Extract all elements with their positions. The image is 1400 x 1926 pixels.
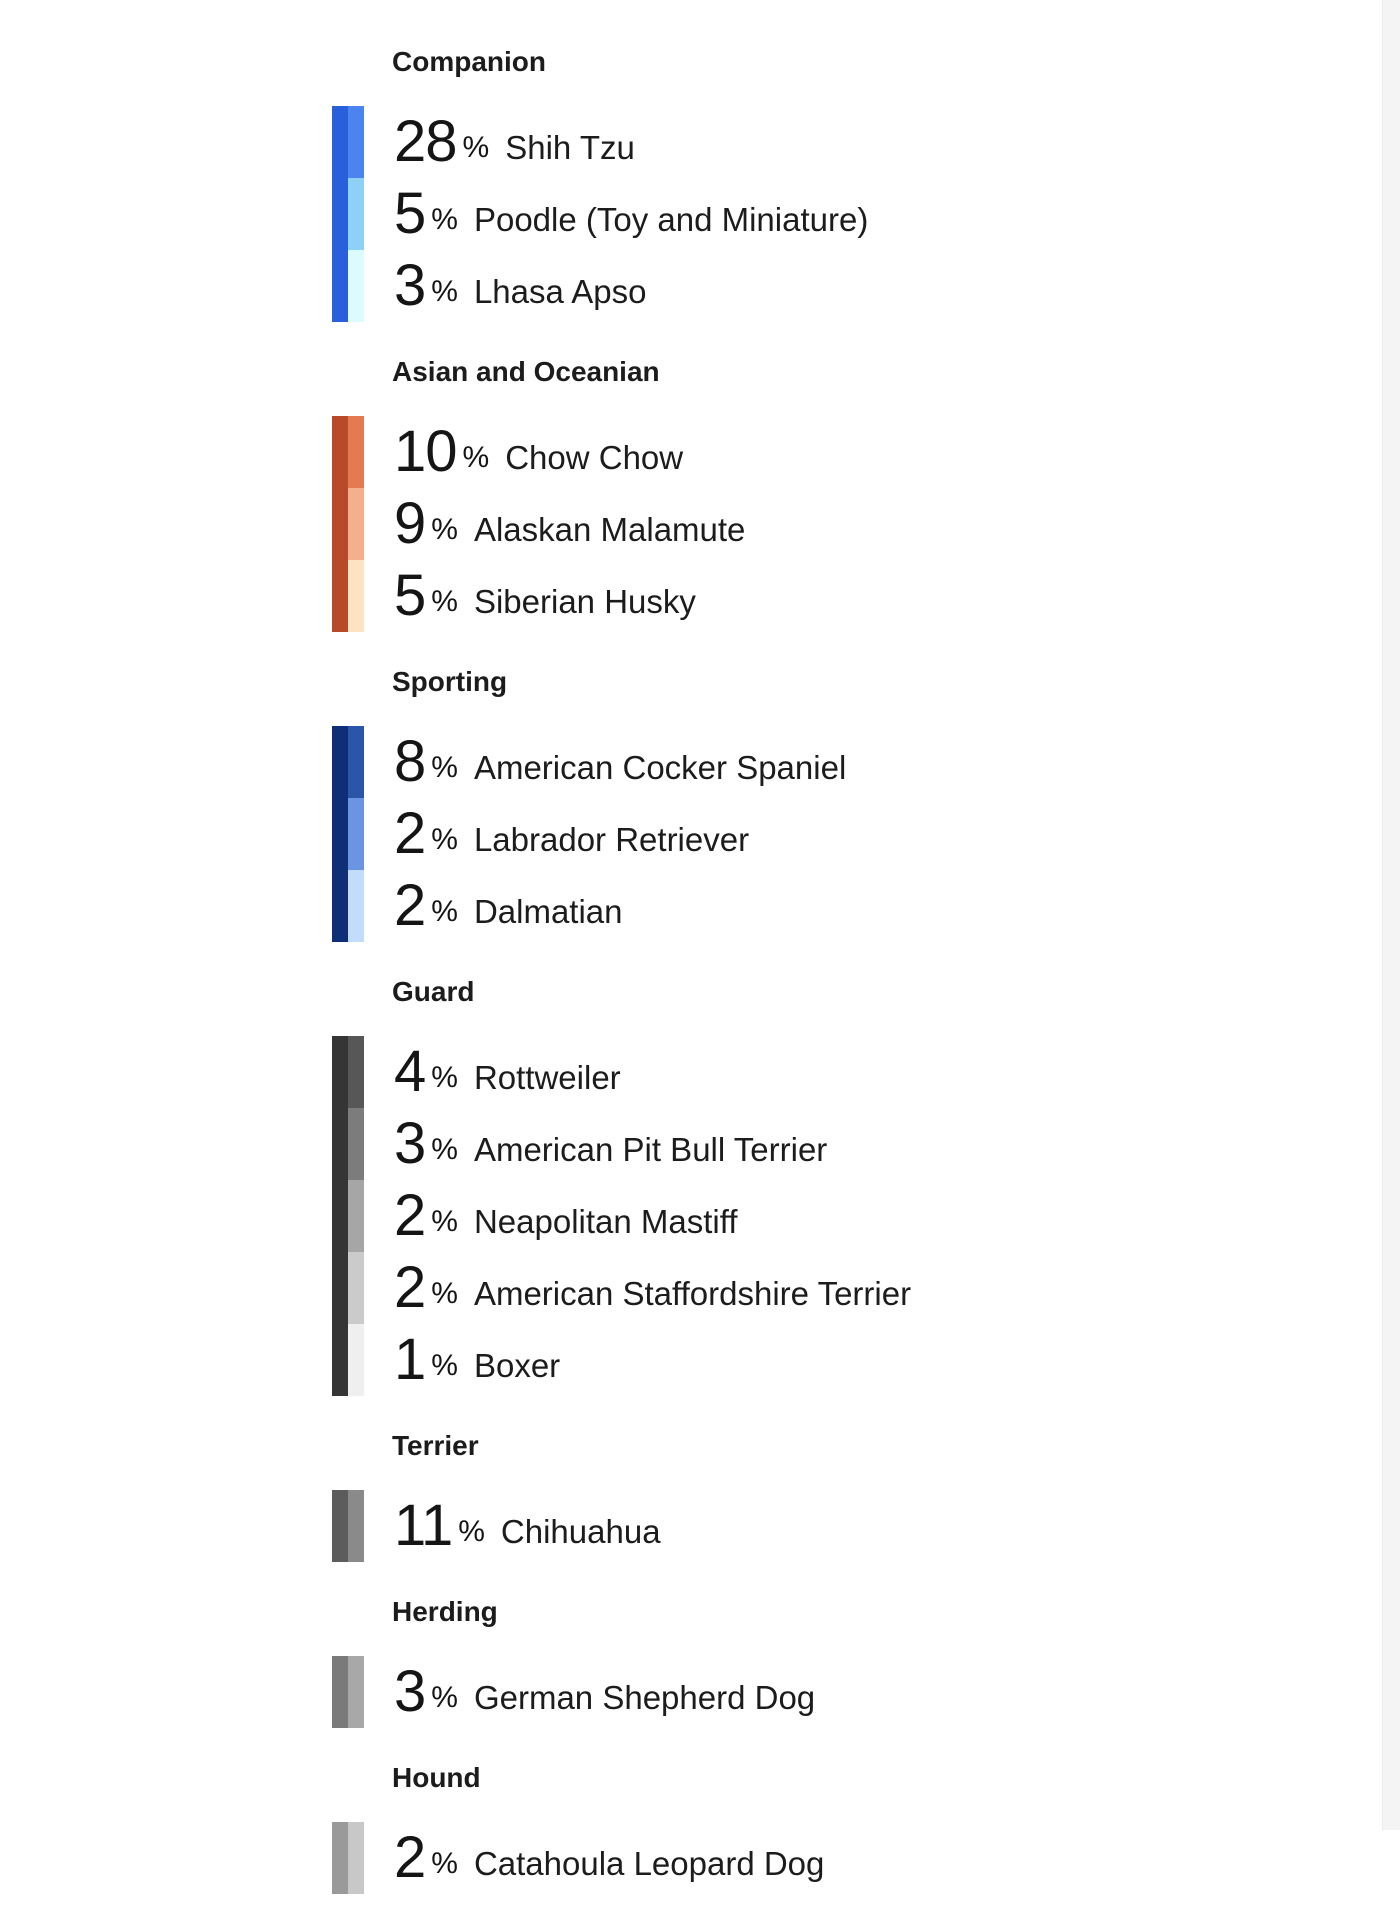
breed-name: American Pit Bull Terrier	[473, 1131, 828, 1168]
breed-row	[394, 1180, 1232, 1252]
breed-color-strip	[348, 1490, 364, 1562]
breed-name: Boxer	[473, 1347, 561, 1384]
percent-sign: %	[431, 275, 458, 308]
breed-color-segment	[348, 1490, 364, 1562]
breed-row	[394, 1108, 1232, 1180]
breed-rows	[394, 1656, 1232, 1728]
breed-percentage: 2	[394, 1255, 426, 1320]
breed-name: Catahoula Leopard Dog	[473, 1845, 825, 1882]
breed-row	[394, 250, 1232, 322]
percent-sign: %	[431, 1277, 458, 1310]
breed-color-strip	[348, 416, 364, 632]
breed-name: Neapolitan Mastiff	[473, 1203, 738, 1240]
breed-name: German Shepherd Dog	[473, 1679, 816, 1716]
group-body	[332, 106, 1232, 322]
breed-color-segment	[348, 416, 364, 488]
group-color-strip	[332, 726, 348, 942]
group-title: Herding	[392, 1596, 498, 1627]
breed-percentage: 4	[394, 1039, 426, 1104]
breed-color-segment	[348, 106, 364, 178]
breed-color-strip	[348, 726, 364, 942]
breed-color-segment	[348, 870, 364, 942]
percent-sign: %	[462, 441, 490, 474]
breed-color-segment	[348, 250, 364, 322]
breed-color-segment	[348, 1180, 364, 1252]
group-color-bar	[332, 1656, 364, 1728]
breed-percentage: 8	[394, 729, 426, 794]
group-color-strip	[332, 1656, 348, 1728]
percent-sign: %	[431, 203, 458, 236]
breed-name: Shih Tzu	[505, 129, 635, 166]
breed-color-segment	[348, 1108, 364, 1180]
percent-sign: %	[431, 513, 458, 546]
breed-mix-list	[332, 44, 1232, 1926]
breed-rows	[394, 726, 1232, 942]
breed-row	[394, 870, 1232, 942]
breed-percentage: 3	[394, 253, 426, 318]
breed-percentage: 1	[394, 1327, 426, 1392]
breed-name: American Staffordshire Terrier	[473, 1275, 912, 1312]
group-body	[332, 1822, 1232, 1894]
breed-percentage: 5	[394, 563, 426, 628]
group-title: Asian and Oceanian	[392, 356, 660, 387]
breed-row	[394, 488, 1232, 560]
breed-group	[332, 354, 1232, 632]
breed-color-segment	[348, 726, 364, 798]
breed-color-segment	[348, 560, 364, 632]
breed-group	[332, 1594, 1232, 1728]
group-title: Hound	[392, 1762, 481, 1793]
breed-name: Chow Chow	[505, 439, 684, 476]
percent-sign: %	[431, 751, 458, 784]
breed-percentage: 28	[394, 109, 457, 174]
breed-group	[332, 664, 1232, 942]
group-color-bar	[332, 106, 364, 322]
breed-color-strip	[348, 1036, 364, 1396]
breed-percentage: 9	[394, 491, 426, 556]
breed-color-segment	[348, 798, 364, 870]
percent-sign: %	[431, 823, 458, 856]
percent-sign: %	[462, 131, 490, 164]
breed-group	[332, 1760, 1232, 1894]
group-color-strip	[332, 416, 348, 632]
breed-row	[394, 178, 1232, 250]
breed-percentage: 5	[394, 181, 426, 246]
percent-sign: %	[431, 585, 458, 618]
percent-sign: %	[431, 1133, 458, 1166]
group-color-strip	[332, 1490, 348, 1562]
percent-sign: %	[431, 1349, 458, 1382]
breed-row	[394, 1822, 1232, 1894]
breed-row	[394, 1490, 1232, 1562]
percent-sign: %	[431, 1061, 458, 1094]
breed-row	[394, 1252, 1232, 1324]
breed-rows	[394, 416, 1232, 632]
percent-sign: %	[431, 1205, 458, 1238]
group-color-bar	[332, 416, 364, 632]
group-color-bar	[332, 1490, 364, 1562]
breed-rows	[394, 106, 1232, 322]
breed-name: Labrador Retriever	[473, 821, 750, 858]
group-color-strip	[332, 1822, 348, 1894]
group-color-bar	[332, 726, 364, 942]
breed-color-segment	[348, 178, 364, 250]
group-color-bar	[332, 1036, 364, 1396]
breed-rows	[394, 1036, 1232, 1396]
breed-row	[394, 726, 1232, 798]
breed-percentage: 2	[394, 1183, 426, 1248]
group-color-bar	[332, 1822, 364, 1894]
breed-color-strip	[348, 1656, 364, 1728]
breed-color-segment	[348, 1036, 364, 1108]
breed-color-strip	[348, 1822, 364, 1894]
breed-name: Poodle (Toy and Miniature)	[473, 201, 869, 238]
breed-name: American Cocker Spaniel	[473, 749, 847, 786]
breed-percentage: 11	[394, 1493, 453, 1558]
breed-row	[394, 106, 1232, 178]
breed-percentage: 2	[394, 801, 426, 866]
breed-row	[394, 1324, 1232, 1396]
group-body	[332, 1656, 1232, 1728]
breed-name: Lhasa Apso	[473, 273, 647, 310]
breed-percentage: 3	[394, 1111, 426, 1176]
group-body	[332, 416, 1232, 632]
percent-sign: %	[431, 895, 458, 928]
group-body	[332, 1490, 1232, 1562]
breed-row	[394, 1036, 1232, 1108]
breed-color-segment	[348, 1822, 364, 1894]
group-color-strip	[332, 106, 348, 322]
breed-name: Chihuahua	[500, 1513, 661, 1550]
percent-sign: %	[431, 1681, 458, 1714]
breed-percentage: 2	[394, 873, 426, 938]
breed-name: Alaskan Malamute	[473, 511, 746, 548]
breed-color-segment	[348, 1324, 364, 1396]
breed-color-segment	[348, 1656, 364, 1728]
group-title: Companion	[392, 46, 546, 77]
breed-color-segment	[348, 488, 364, 560]
breed-name: Rottweiler	[473, 1059, 621, 1096]
percent-sign: %	[431, 1847, 458, 1880]
breed-group	[332, 1428, 1232, 1562]
group-title: Guard	[392, 976, 475, 1007]
breed-color-strip	[348, 106, 364, 322]
group-body	[332, 1036, 1232, 1396]
breed-percentage: 3	[394, 1659, 426, 1724]
breed-name: Dalmatian	[473, 893, 623, 930]
percent-sign: %	[458, 1515, 485, 1548]
breed-row	[394, 416, 1232, 488]
breed-row	[394, 560, 1232, 632]
breed-row	[394, 798, 1232, 870]
breed-group	[332, 974, 1232, 1396]
group-body	[332, 726, 1232, 942]
group-title: Terrier	[392, 1430, 479, 1461]
breed-rows	[394, 1490, 1232, 1562]
breed-rows	[394, 1822, 1232, 1894]
breed-percentage: 2	[394, 1825, 426, 1890]
scrollbar[interactable]	[1382, 0, 1400, 1830]
breed-name: Siberian Husky	[473, 583, 696, 620]
group-title: Sporting	[392, 666, 508, 697]
breed-group	[332, 44, 1232, 322]
breed-row	[394, 1656, 1232, 1728]
breed-percentage: 10	[394, 419, 457, 484]
breed-color-segment	[348, 1252, 364, 1324]
group-color-strip	[332, 1036, 348, 1396]
